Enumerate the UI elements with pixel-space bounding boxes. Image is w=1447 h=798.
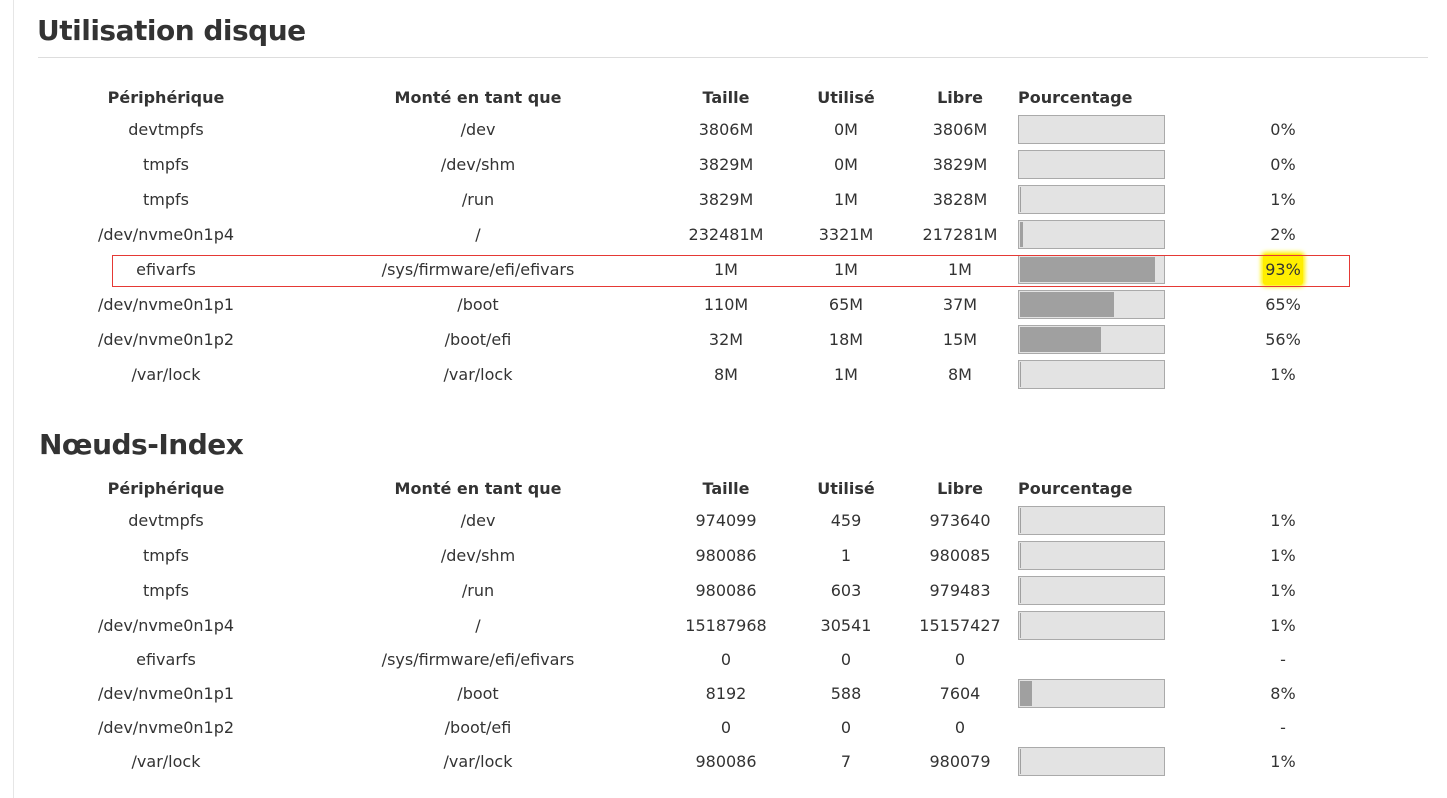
usage-bar	[1018, 747, 1165, 776]
usage-bar-fill	[1020, 749, 1021, 774]
header-percent: Pourcentage	[1018, 87, 1133, 107]
cell-usage-bar	[1018, 573, 1208, 608]
cell-used: 7	[840, 752, 852, 771]
cell-percent	[1208, 744, 1358, 779]
usage-bar	[1018, 325, 1165, 354]
cell-mount: /sys/firmware/efi/efivars	[381, 650, 575, 669]
cell-free: 1M	[948, 260, 972, 279]
cell-usage-bar	[1018, 643, 1208, 676]
cell-device: /var/lock	[131, 365, 201, 384]
cell-used: 1M	[834, 190, 858, 209]
cell-percent	[1208, 287, 1358, 322]
cell-free: 0	[954, 718, 966, 737]
cell-usage-bar	[1018, 322, 1208, 357]
cell-free: 3806M	[932, 120, 988, 139]
cell-usage-bar	[1018, 711, 1208, 744]
cell-percent	[1208, 357, 1358, 392]
cell-percent	[1208, 643, 1358, 676]
disk-usage-table	[38, 82, 1358, 392]
usage-bar	[1018, 611, 1165, 640]
table-row	[38, 252, 1358, 287]
percent-value: 56%	[1265, 330, 1301, 349]
cell-used: 1M	[834, 260, 858, 279]
table-row	[38, 573, 1358, 608]
table-row	[38, 287, 1358, 322]
cell-usage-bar	[1018, 538, 1208, 573]
usage-bar	[1018, 506, 1165, 535]
header-percent-value	[1208, 473, 1358, 503]
cell-usage-bar	[1018, 217, 1208, 252]
cell-percent	[1208, 538, 1358, 573]
header-mount: Monté en tant que	[394, 87, 562, 107]
header-free: Libre	[937, 478, 983, 498]
percent-value: 1%	[1270, 190, 1296, 209]
cell-device: /dev/nvme0n1p2	[97, 330, 235, 349]
cell-used: 588	[830, 684, 862, 703]
cell-mount: /dev/shm	[440, 155, 516, 174]
table-row	[38, 538, 1358, 573]
cell-usage-bar	[1018, 357, 1208, 392]
percent-value: 65%	[1265, 295, 1301, 314]
table-row	[38, 182, 1358, 217]
usage-bar	[1018, 576, 1165, 605]
cell-free: 15M	[942, 330, 978, 349]
percent-value: 1%	[1270, 511, 1296, 530]
cell-size: 0	[720, 718, 732, 737]
cell-free: 980079	[929, 752, 991, 771]
cell-used: 0	[840, 650, 852, 669]
cell-used: 459	[830, 511, 862, 530]
cell-size: 8192	[705, 684, 747, 703]
cell-device: /var/lock	[131, 752, 201, 771]
cell-percent	[1208, 217, 1358, 252]
cell-size: 1M	[714, 260, 738, 279]
title-divider	[38, 57, 1428, 58]
percent-value: 1%	[1270, 616, 1296, 635]
cell-device: devtmpfs	[128, 511, 204, 530]
table-row	[38, 744, 1358, 779]
table-header-row	[38, 473, 1358, 503]
cell-size: 0	[720, 650, 732, 669]
percent-value: -	[1280, 650, 1286, 669]
table-row	[38, 676, 1358, 711]
cell-used: 30541	[820, 616, 872, 635]
cell-device: tmpfs	[143, 190, 189, 209]
usage-bar	[1018, 150, 1165, 179]
cell-device: efivarfs	[136, 650, 196, 669]
header-used: Utilisé	[817, 478, 875, 498]
cell-mount: /boot	[457, 295, 499, 314]
cell-free: 979483	[929, 581, 991, 600]
usage-bar	[1018, 115, 1165, 144]
table-row	[38, 357, 1358, 392]
percent-value: 0%	[1270, 155, 1296, 174]
cell-mount: /run	[461, 581, 495, 600]
cell-free: 0	[954, 650, 966, 669]
percent-value: 2%	[1270, 225, 1296, 244]
cell-mount: /	[475, 225, 481, 244]
cell-size: 980086	[695, 546, 757, 565]
cell-percent	[1208, 147, 1358, 182]
cell-mount: /run	[461, 190, 495, 209]
cell-mount: /boot/efi	[444, 718, 512, 737]
cell-free: 973640	[929, 511, 991, 530]
cell-mount: /dev	[460, 511, 496, 530]
cell-size: 8M	[714, 365, 738, 384]
usage-bar	[1018, 360, 1165, 389]
cell-device: /dev/nvme0n1p2	[97, 718, 235, 737]
header-device: Périphérique	[107, 87, 225, 107]
cell-usage-bar	[1018, 676, 1208, 711]
cell-free: 7604	[939, 684, 981, 703]
cell-device: devtmpfs	[128, 120, 204, 139]
cell-device: /dev/nvme0n1p1	[97, 295, 235, 314]
cell-mount: /boot/efi	[444, 330, 512, 349]
cell-mount: /var/lock	[443, 752, 513, 771]
header-size: Taille	[702, 478, 750, 498]
usage-bar	[1018, 185, 1165, 214]
cell-mount: /	[475, 616, 481, 635]
cell-usage-bar	[1018, 608, 1208, 643]
usage-bar-fill	[1020, 292, 1114, 317]
cell-size: 974099	[695, 511, 757, 530]
cell-percent	[1208, 503, 1358, 538]
cell-device: tmpfs	[143, 155, 189, 174]
usage-bar-fill	[1020, 578, 1021, 603]
cell-device: /dev/nvme0n1p1	[97, 684, 235, 703]
cell-mount: /dev	[460, 120, 496, 139]
cell-used: 0M	[834, 120, 858, 139]
cell-used: 18M	[828, 330, 864, 349]
cell-mount: /boot	[457, 684, 499, 703]
table-row	[38, 711, 1358, 744]
cell-free: 217281M	[922, 225, 998, 244]
usage-bar-fill	[1020, 257, 1155, 282]
table-row	[38, 147, 1358, 182]
table-row	[38, 217, 1358, 252]
header-size: Taille	[702, 87, 750, 107]
cell-percent	[1208, 322, 1358, 357]
cell-percent	[1208, 573, 1358, 608]
cell-free: 8M	[948, 365, 972, 384]
cell-device: tmpfs	[143, 546, 189, 565]
table-row	[38, 322, 1358, 357]
cell-size: 980086	[695, 752, 757, 771]
cell-device: /dev/nvme0n1p4	[97, 616, 235, 635]
cell-mount: /var/lock	[443, 365, 513, 384]
usage-bar-fill	[1020, 362, 1021, 387]
highlighted-percent: 93%	[1263, 254, 1303, 285]
disk-usage-title: Utilisation disque	[37, 14, 306, 47]
table-row	[38, 112, 1358, 147]
percent-value: 1%	[1270, 546, 1296, 565]
cell-used: 603	[830, 581, 862, 600]
cell-usage-bar	[1018, 147, 1208, 182]
header-percent-value	[1208, 82, 1358, 112]
cell-free: 3828M	[932, 190, 988, 209]
cell-used: 1	[840, 546, 852, 565]
cell-usage-bar	[1018, 182, 1208, 217]
usage-bar-fill	[1020, 543, 1021, 568]
inodes-table	[38, 473, 1358, 779]
usage-bar-fill	[1020, 327, 1101, 352]
cell-percent	[1208, 676, 1358, 711]
cell-device: /dev/nvme0n1p4	[97, 225, 235, 244]
header-device: Périphérique	[107, 478, 225, 498]
cell-usage-bar	[1018, 252, 1208, 287]
cell-percent	[1208, 182, 1358, 217]
percent-value: 1%	[1270, 581, 1296, 600]
cell-used: 1M	[834, 365, 858, 384]
cell-usage-bar	[1018, 744, 1208, 779]
usage-bar	[1018, 679, 1165, 708]
cell-usage-bar	[1018, 503, 1208, 538]
header-free: Libre	[937, 87, 983, 107]
percent-value: -	[1280, 718, 1286, 737]
cell-size: 15187968	[685, 616, 767, 635]
usage-bar-fill	[1020, 222, 1023, 247]
percent-value: 8%	[1270, 684, 1296, 703]
cell-percent	[1208, 608, 1358, 643]
cell-free: 980085	[929, 546, 991, 565]
cell-percent	[1208, 112, 1358, 147]
cell-size: 232481M	[688, 225, 764, 244]
header-mount: Monté en tant que	[394, 478, 562, 498]
cell-used: 3321M	[818, 225, 874, 244]
cell-device: tmpfs	[143, 581, 189, 600]
cell-size: 3806M	[698, 120, 754, 139]
usage-bar	[1018, 255, 1165, 284]
inodes-title: Nœuds-Index	[39, 428, 244, 461]
cell-size: 32M	[708, 330, 744, 349]
cell-free: 3829M	[932, 155, 988, 174]
cell-size: 980086	[695, 581, 757, 600]
header-percent: Pourcentage	[1018, 478, 1133, 498]
usage-bar	[1018, 290, 1165, 319]
cell-size: 110M	[703, 295, 749, 314]
cell-usage-bar	[1018, 112, 1208, 147]
usage-bar-fill	[1020, 613, 1021, 638]
cell-used: 65M	[828, 295, 864, 314]
table-row	[38, 503, 1358, 538]
percent-value: 1%	[1270, 365, 1296, 384]
cell-usage-bar	[1018, 287, 1208, 322]
cell-used: 0	[840, 718, 852, 737]
usage-bar	[1018, 541, 1165, 570]
cell-percent	[1208, 711, 1358, 744]
cell-mount: /sys/firmware/efi/efivars	[381, 260, 575, 279]
table-header-row	[38, 82, 1358, 112]
usage-bar-fill	[1020, 187, 1021, 212]
usage-bar-fill	[1020, 508, 1021, 533]
cell-free: 37M	[942, 295, 978, 314]
table-row	[38, 643, 1358, 676]
cell-size: 3829M	[698, 190, 754, 209]
percent-value: 0%	[1270, 120, 1296, 139]
table-row	[38, 608, 1358, 643]
cell-device: efivarfs	[136, 260, 196, 279]
usage-bar-fill	[1020, 681, 1032, 706]
percent-value: 1%	[1270, 752, 1296, 771]
header-used: Utilisé	[817, 87, 875, 107]
left-border	[13, 0, 14, 798]
usage-bar	[1018, 220, 1165, 249]
cell-free: 15157427	[919, 616, 1001, 635]
cell-percent	[1208, 252, 1358, 287]
cell-mount: /dev/shm	[440, 546, 516, 565]
cell-size: 3829M	[698, 155, 754, 174]
cell-used: 0M	[834, 155, 858, 174]
